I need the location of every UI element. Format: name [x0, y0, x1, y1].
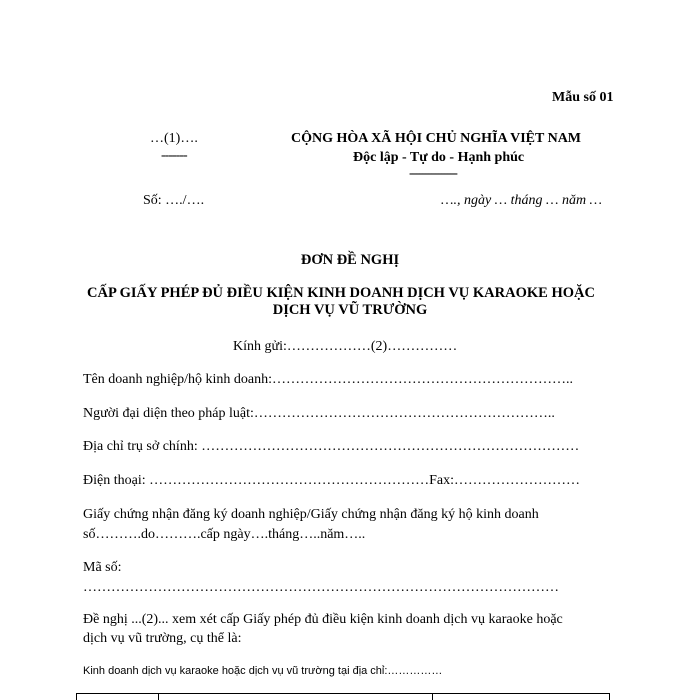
country-name: CỘNG HÒA XÃ HỘI CHỦ NGHĨA VIỆT NAM — [291, 131, 582, 146]
table-column-divider — [432, 693, 433, 700]
registration-certificate-line1: Giấy chứng nhận đăng ký doanh nghiệp/Giấy chứng nhận đăng ký hộ kinh doanh — [83, 507, 539, 522]
request-line2: dịch vụ vũ trường, cụ thể là: — [83, 631, 242, 646]
tax-code-dots: ………………………………………………………………………………………… — [83, 580, 559, 595]
motto-underline-dashes: --------------- — [409, 166, 457, 181]
recipient-line: Kính gửi:………………(2)…………… — [233, 339, 458, 354]
doc-title: ĐƠN ĐỀ NGHỊ — [300, 252, 400, 268]
table-right-border — [609, 693, 610, 700]
national-motto: Độc lập - Tự do - Hạnh phúc — [353, 150, 525, 165]
registration-certificate-line2: số……….do……….cấp ngày….tháng…..năm….. — [83, 527, 366, 542]
doc-subtitle-line1: CẤP GIẤY PHÉP ĐỦ ĐIỀU KIỆN KINH DOANH DỊCH VỤ KARAOKE HOẶC — [87, 285, 595, 301]
tax-code-label: Mã số: — [83, 560, 122, 575]
org-name-placeholder: …(1)…. — [150, 131, 198, 146]
date-line: …., ngày … tháng … năm … — [441, 193, 603, 208]
business-location-line: Kinh doanh dịch vụ karaoke hoặc dịch vụ vũ trường tại địa chỉ:…………… — [83, 665, 443, 677]
request-line1: Đề nghị ...(2)... xem xét cấp Giấy phép đủ điều kiện kinh doanh dịch vụ karaoke hoặc — [83, 612, 563, 627]
phone-fax-field: Điện thoại: ……………………………………………………Fax:……………………… — [83, 473, 580, 488]
document-number: Số: …./…. — [143, 193, 205, 208]
table-top-border — [76, 693, 610, 694]
table-column-divider — [158, 693, 159, 700]
headquarters-address-field: Địa chỉ trụ sở chính: ……………………………………………………………………… — [83, 439, 580, 454]
org-underline-dashes: ------- — [161, 148, 187, 163]
business-name-field: Tên doanh nghiệp/hộ kinh doanh:……………………………………………………….. — [83, 372, 573, 387]
table-left-border — [76, 693, 77, 700]
doc-subtitle-line2: DỊCH VỤ VŨ TRƯỜNG — [272, 302, 428, 318]
legal-representative-field: Người đại diện theo pháp luật:……………………………………………………….. — [83, 406, 555, 421]
form-number: Mẫu số 01 — [552, 90, 614, 105]
